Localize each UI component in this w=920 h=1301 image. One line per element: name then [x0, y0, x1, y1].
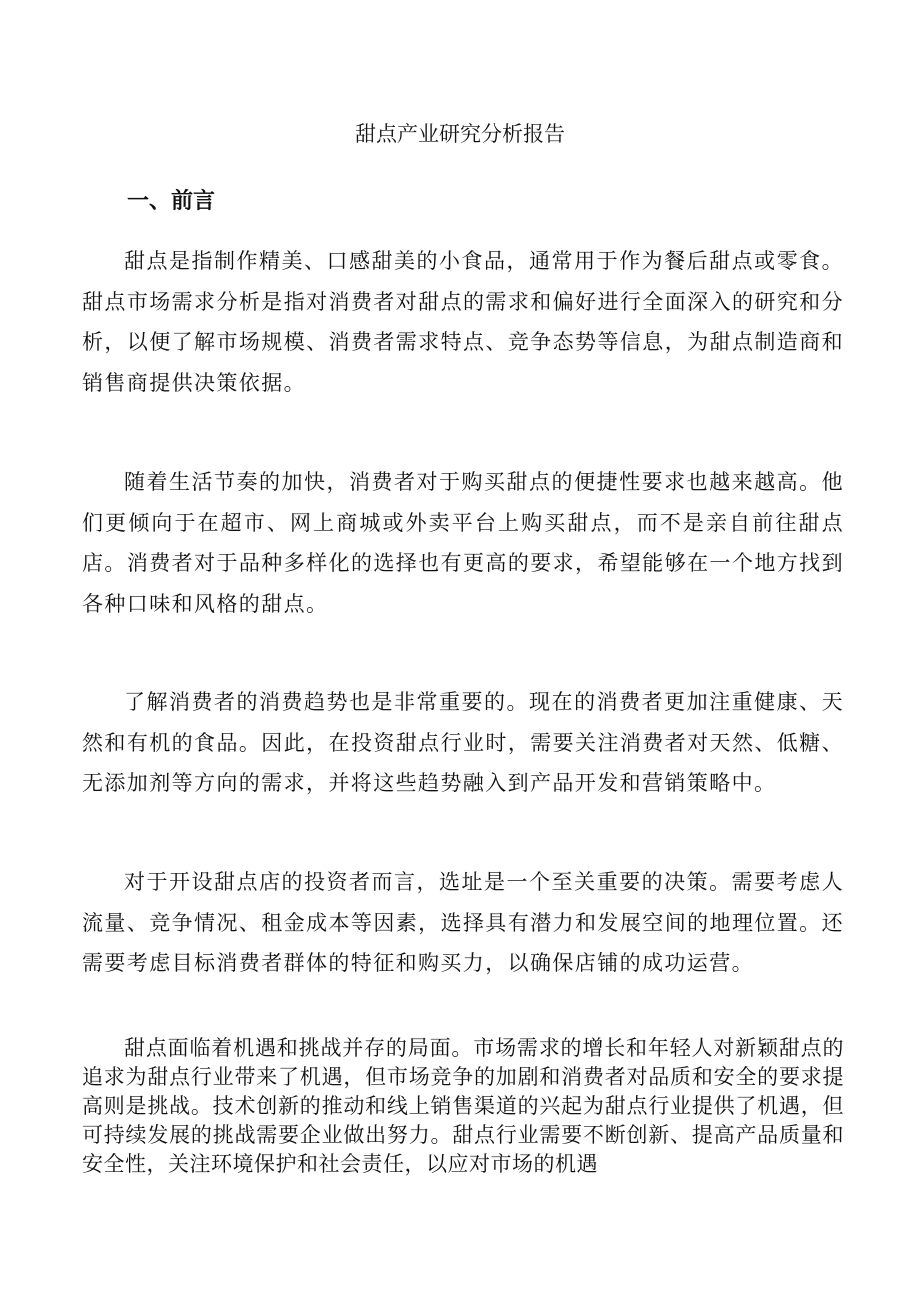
document-title: 甜点产业研究分析报告 — [355, 122, 565, 146]
paragraph-1: 甜点是指制作精美、口感甜美的小食品，通常用于作为餐后甜点或零食。甜点市场需求分析是指对消费者对甜点的需求和偏好进行全面深入的研究和分析，以便了解市场规模、消费者需求特点、竞争态势等信息，为甜点制造商和销售商提供决策依据。 — [82, 249, 844, 395]
paragraph-2: 随着生活节奏的加快，消费者对于购买甜点的便捷性要求也越来越高。他们更倾向于在超市、网上商城或外卖平台上购买甜点，而不是亲自前往甜点店。消费者对于品种多样化的选择也有更高的要求，希望能够在一个地方找到各种口味和风格的甜点。 — [82, 470, 844, 616]
section-heading-preface: 一、前言 — [127, 189, 216, 214]
paragraph-4: 对于开设甜点店的投资者而言，选址是一个至关重要的决策。需要考虑人流量、竞争情况、租金成本等因素，选择具有潜力和发展空间的地理位置。还需要考虑目标消费者群体的特征和购买力，以确保店铺的成功运营。 — [82, 870, 844, 975]
paragraph-3: 了解消费者的消费趋势也是非常重要的。现在的消费者更加注重健康、天然和有机的食品。因此，在投资甜点行业时，需要关注消费者对天然、低糖、无添加剂等方向的需求，并将这些趋势融入到产品开发和营销策略中。 — [82, 690, 844, 795]
paragraph-5: 甜点面临着机遇和挑战并存的局面。市场需求的增长和年轻人对新颖甜点的追求为甜点行业带来了机遇，但市场竞争的加剧和消费者对品质和安全的要求提高则是挑战。技术创新的推动和线上销售渠道的兴起为甜点行业提供了机遇，但可持续发展的挑战需要企业做出努力。甜点行业需要不断创新、提高产品质量和安全性，关注环境保护和社会责任，以应对市场的机遇 — [82, 1036, 844, 1176]
